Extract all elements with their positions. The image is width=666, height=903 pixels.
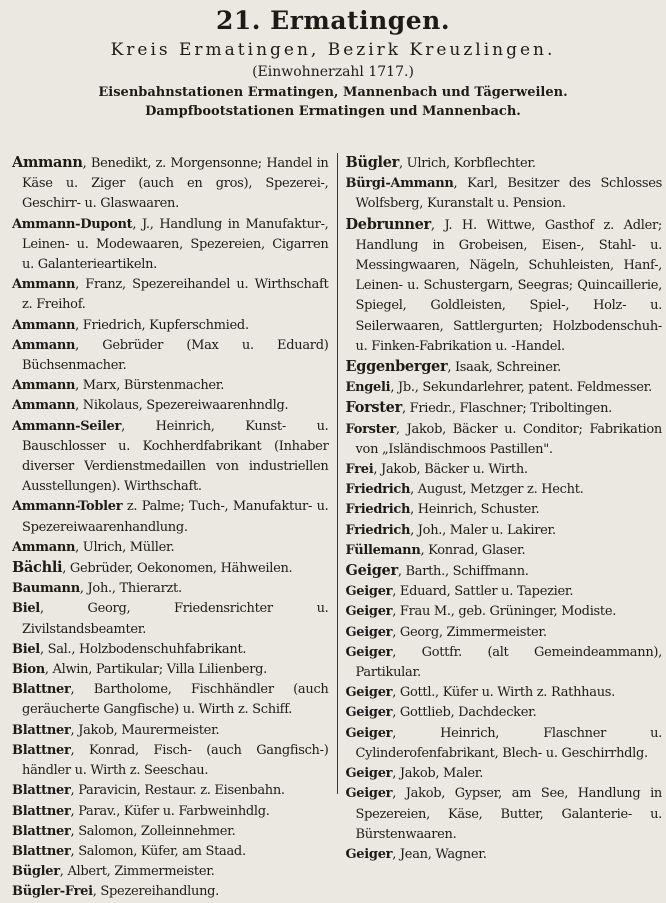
entry-name: Blattner — [12, 722, 71, 738]
entry-details: , J. H. Wittwe, Gasthof z. Adler; Handlung in Grobeisen, Eisen-, Stahl- u. Messingwaaren, Nägeln, Schuhleisten, Hanf-, Leinen- u. Schustergarn, Seegras; Quincaillerie, Spiegel, Goldleisten, Spiel-, Holz- u. Seilerwaaren, Sattlergurten; Holzbodenschuh- u. Finken-Fabrikation u. -Handel. — [355, 217, 662, 354]
entry-name: Ammann-Dupont — [12, 216, 133, 232]
directory-entry — [346, 845, 663, 865]
entry-name: Blattner — [12, 682, 71, 698]
directory-entry — [346, 153, 663, 174]
entry-details: , Joh., Thierarzt. — [79, 581, 182, 597]
directory-entry — [12, 741, 329, 781]
entry-details: , Gebrüder (Max u. Eduard) Büchsenmacher. — [22, 337, 329, 374]
entry-name: Bion — [12, 662, 45, 678]
entry-name: Geiger — [345, 766, 393, 782]
entry-details: , Jean, Wagner. — [392, 846, 487, 862]
entry-name: Forster — [345, 399, 402, 417]
entry-details: , Parav., Küfer u. Farbweinhdlg. — [70, 803, 270, 819]
entry-name: Baumann — [12, 581, 80, 597]
directory-entry — [12, 215, 329, 276]
directory-entry — [12, 316, 329, 336]
directory-entry — [12, 376, 329, 396]
entry-details: , Paravicin, Restaur. z. Eisenbahn. — [70, 783, 285, 799]
entry-name: Ammann — [12, 154, 83, 171]
entry-details: , Georg, Friedensrichter u. Zivilstandsbeamter. — [22, 601, 329, 637]
directory-entry — [346, 460, 663, 480]
directory-entry — [346, 703, 663, 723]
entry-name: Blattner — [12, 823, 71, 839]
entry-details: , Benedikt, z. Morgensonne; Handel in Käse u. Ziger (auch en gros), Spezerei-, Geschirr- u. Glaswaaren. — [22, 156, 329, 212]
directory-entry — [346, 623, 663, 643]
directory-entry — [346, 480, 663, 500]
entry-name: Friedrich — [345, 522, 411, 538]
directory-entry — [12, 660, 329, 680]
entry-name: Geiger — [345, 685, 393, 701]
entry-details: , Heinrich, Kunst- u. Bauschlosser u. Kochherdfabrikant (Inhaber diverser Verdienstmedaillen von industriellen Ausstellungen). Wirthschaft. — [22, 418, 329, 495]
entry-details: , Sal., Holzbodenschuhfabrikant. — [39, 641, 247, 657]
entry-details: , Gebrüder, Oekonomen, Hähweilen. — [62, 561, 293, 577]
entry-details: , Alwin, Partikular; Villa Lilienberg. — [44, 662, 267, 678]
entry-details: , Jakob, Bäcker u. Wirth. — [373, 462, 528, 478]
entry-name: Geiger — [345, 846, 393, 862]
directory-columns — [12, 153, 662, 900]
entry-name: Geiger — [345, 562, 398, 580]
directory-entry — [346, 174, 663, 214]
entry-details: , Barth., Schiffmann. — [397, 564, 529, 580]
entry-name: Ammann — [12, 337, 76, 353]
page-title: 21. Ermatingen. — [215, 6, 451, 35]
entry-name: Forster — [345, 421, 396, 437]
entry-details: , Bartholome, Fischhändler (auch geräucherte Gangfische) u. Wirth z. Schiff. — [22, 682, 329, 718]
entry-name: Geiger — [345, 644, 393, 660]
entry-details: , Jakob, Maler. — [392, 766, 484, 782]
railway-stations-line: Eisenbahnstationen Ermatingen, Mannenbach und Tägerweilen. — [98, 85, 568, 100]
directory-entry — [346, 357, 663, 378]
directory-entry — [346, 500, 663, 520]
page-header — [8, 4, 658, 121]
entry-name: Ammann — [12, 378, 76, 394]
entry-details: , Konrad, Fisch- (auch Gangfisch-) händler u. Wirth z. Seeschau. — [22, 742, 329, 779]
entry-details: , Eduard, Sattler u. Tapezier. — [392, 584, 574, 600]
entry-name: Biel — [12, 601, 40, 617]
entry-name: Bügler — [12, 864, 60, 880]
entry-details: , J., Handlung in Manufaktur-, Leinen- u. Modewaaren, Spezereien, Cigarren u. Galanterieartikeln. — [22, 216, 329, 273]
entry-name: Geiger — [345, 786, 393, 802]
directory-entry — [12, 680, 329, 720]
entry-details: , Jb., Sekundarlehrer, patent. Feldmesser. — [390, 380, 652, 396]
directory-entry — [12, 275, 329, 315]
directory-entry — [12, 822, 329, 842]
left-column — [12, 153, 337, 900]
entry-name: Geiger — [345, 624, 393, 640]
entry-name: Ammann-Seiler — [12, 418, 122, 434]
entry-details: z. Palme; Tuch-, Manufaktur- u. Spezereiwaarenhandlung. — [22, 499, 329, 535]
entry-name: Eggenberger — [345, 358, 448, 376]
entry-name: Geiger — [345, 584, 393, 600]
entry-details: , Gottlieb, Dachdecker. — [392, 705, 537, 721]
entry-name: Geiger — [345, 604, 393, 620]
entry-name: Ammann — [12, 398, 76, 414]
entry-details: , Karl, Besitzer des Schlosses Wolfsberg, Kuranstalt u. Pension. — [355, 176, 662, 212]
directory-entry — [346, 724, 663, 764]
entry-name: Ammann — [12, 539, 76, 555]
directory-entry — [346, 582, 663, 602]
entry-details: , Friedr., Flaschner; Triboltingen. — [401, 401, 612, 417]
entry-details: , Friedrich, Kupferschmied. — [75, 317, 249, 333]
entry-name: Blattner — [12, 803, 71, 819]
entry-name: Ammann-Tobler — [12, 499, 123, 515]
entry-details: , Salomon, Zolleinnehmer. — [70, 823, 236, 839]
directory-entry — [12, 336, 329, 376]
directory-entry — [346, 215, 663, 357]
directory-entry — [12, 882, 329, 902]
directory-entry — [346, 683, 663, 703]
directory-entry — [12, 538, 329, 558]
entry-details: , Spezereihandlung. — [92, 884, 220, 900]
entry-details: , Georg, Zimmermeister. — [392, 624, 547, 640]
entry-name: Ammann — [12, 317, 76, 333]
entry-details: , Konrad, Glaser. — [420, 542, 526, 558]
entry-name: Bürgi-Ammann — [345, 176, 454, 192]
entry-details: , Ulrich, Müller. — [75, 539, 175, 555]
directory-entry — [12, 721, 329, 741]
entry-name: Debrunner — [345, 215, 431, 233]
directory-entry — [346, 643, 663, 683]
directory-entry — [12, 842, 329, 862]
directory-entry — [12, 781, 329, 801]
directory-entry — [12, 396, 329, 416]
entry-details: , August, Metzger z. Hecht. — [410, 482, 584, 498]
directory-entry — [12, 558, 329, 579]
entry-name: Frei — [345, 462, 374, 478]
entry-name: Geiger — [345, 725, 393, 741]
entry-details: , Salomon, Küfer, am Staad. — [70, 843, 246, 859]
entry-details: , Heinrich, Flaschner u. Cylinderofenfabrikant, Blech- u. Geschirrhdlg. — [355, 725, 662, 761]
entry-name: Blattner — [12, 843, 71, 859]
entry-details: , Joh., Maler u. Lakirer. — [410, 522, 556, 538]
directory-entry — [12, 599, 329, 639]
entry-details: , Gottl., Küfer u. Wirth z. Rathhaus. — [392, 685, 615, 701]
entry-details: , Jakob, Maurermeister. — [70, 722, 220, 738]
directory-entry — [346, 764, 663, 784]
entry-name: Engeli — [345, 380, 391, 396]
entry-name: Blattner — [12, 742, 71, 758]
directory-entry — [346, 378, 663, 398]
directory-entry — [346, 521, 663, 541]
entry-name: Blattner — [12, 783, 71, 799]
directory-entry — [346, 420, 663, 460]
steamboat-stations-line: Dampfbootstationen Ermatingen und Mannenbach. — [145, 104, 521, 119]
entry-name: Friedrich — [345, 502, 411, 518]
entry-name: Friedrich — [345, 482, 411, 498]
population-line: (Einwohnerzahl 1717.) — [252, 64, 414, 80]
directory-entry — [346, 541, 663, 561]
entry-details: , Marx, Bürstenmacher. — [75, 378, 225, 394]
directory-entry — [12, 153, 329, 215]
district-subtitle: Kreis Ermatingen, Bezirk Kreuzlingen. — [110, 40, 556, 60]
directory-entry — [12, 640, 329, 660]
directory-entry — [12, 802, 329, 822]
entry-details: , Isaak, Schreiner. — [447, 360, 561, 376]
entry-name: Füllemann — [345, 542, 421, 558]
directory-entry — [346, 784, 663, 845]
directory-entry — [12, 497, 329, 537]
directory-entry — [346, 561, 663, 582]
right-column — [338, 153, 663, 862]
entry-name: Bügler-Frei — [12, 884, 93, 900]
entry-details: , Jakob, Gypser, am See, Handlung in Spezereien, Käse, Butter, Galanterie- u. Bürstenwaaren. — [355, 786, 662, 842]
entry-details: , Frau M., geb. Grüninger, Modiste. — [392, 604, 617, 620]
entry-name: Biel — [12, 641, 40, 657]
entry-name: Bächli — [12, 559, 63, 577]
entry-details: , Nikolaus, Spezereiwaarenhndlg. — [75, 398, 289, 414]
directory-entry — [346, 602, 663, 622]
entry-details: , Jakob, Bäcker u. Conditor; Fabrikation von „Isländischmoos Pastillen". — [355, 421, 662, 457]
entry-details: , Gottfr. (alt Gemeindeammann), Partikular. — [355, 644, 662, 681]
directory-entry — [12, 579, 329, 599]
entry-details: , Albert, Zimmermeister. — [59, 864, 215, 880]
entry-name: Geiger — [345, 705, 393, 721]
entry-details: , Heinrich, Schuster. — [410, 502, 540, 518]
directory-entry — [346, 398, 663, 419]
directory-entry — [12, 862, 329, 882]
entry-name: Bügler — [345, 154, 400, 171]
entry-name: Ammann — [12, 277, 76, 293]
entry-details: , Ulrich, Korbflechter. — [399, 156, 536, 171]
entry-details: , Franz, Spezereihandel u. Wirthschaft z. Freihof. — [22, 277, 329, 313]
directory-entry — [12, 417, 329, 498]
